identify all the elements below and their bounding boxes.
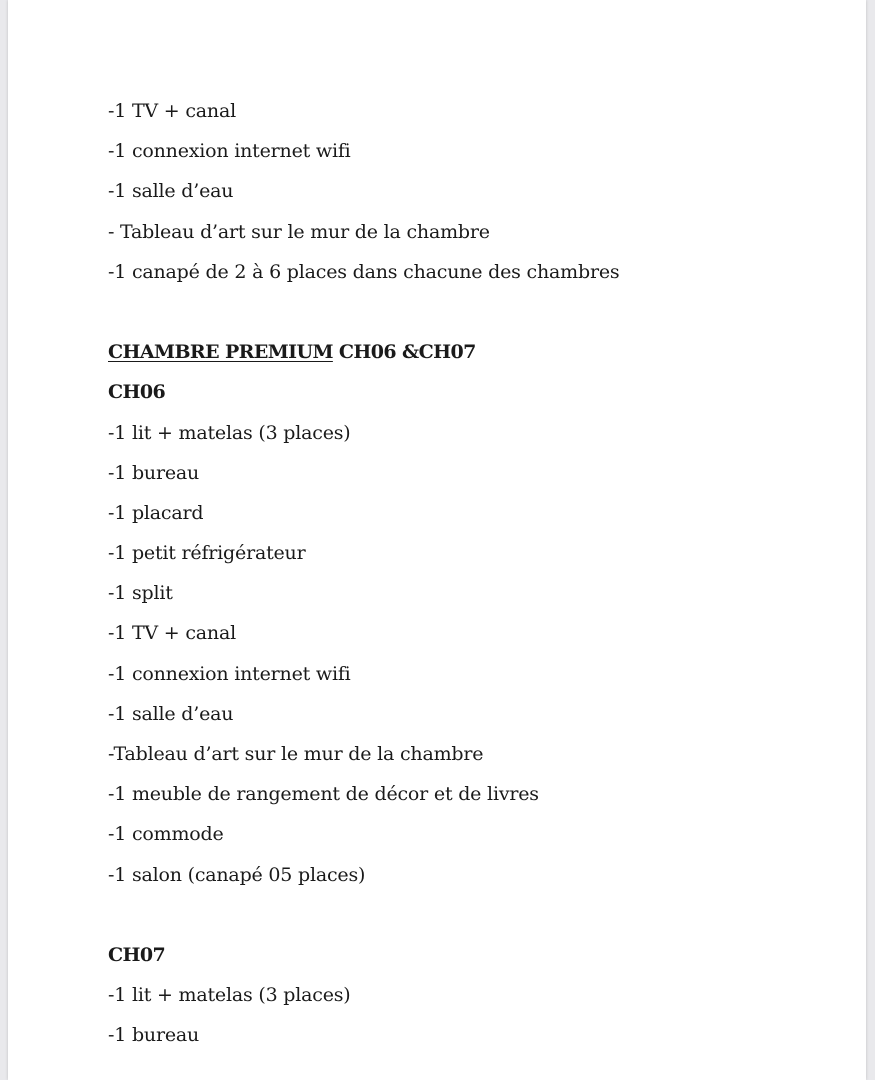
list-item: -1 petit réfrigérateur (108, 542, 306, 565)
room-label-ch06: CH06 (108, 381, 166, 404)
list-item: -1 TV + canal (108, 622, 236, 645)
list-item: -1 connexion internet wifi (108, 662, 351, 685)
document-page (8, 0, 866, 1080)
spacer (108, 297, 808, 337)
list-item: -1 commode (108, 823, 224, 846)
section-title-rest: CH06 &CH07 (332, 341, 476, 364)
list-item: -1 connexion internet wifi (108, 140, 351, 163)
list-item: -1 meuble de rangement de décor et de livres (108, 783, 539, 806)
list-item: -1 salle d’eau (108, 180, 234, 203)
list-item: -1 canapé de 2 à 6 places dans chacune des chambres (108, 260, 620, 283)
list-item: -1 bureau (108, 1024, 200, 1047)
spacer (108, 900, 808, 940)
list-item: - Tableau d’art sur le mur de la chambre (108, 220, 490, 243)
list-item: -Tableau d’art sur le mur de la chambre (108, 743, 484, 765)
list-item: -1 TV + canal (108, 100, 236, 122)
list-item: -1 placard (108, 501, 204, 524)
document-content (108, 96, 808, 1061)
section-title-premium (108, 337, 808, 377)
list-item: -1 split (108, 582, 173, 605)
list-item: -1 bureau (108, 461, 200, 484)
list-item: -1 salon (canapé 05 places) (108, 863, 366, 886)
list-item: -1 salle d’eau (108, 702, 234, 725)
list-item: -1 lit + matelas (3 places) (108, 984, 351, 1007)
section-title-underlined: CHAMBRE PREMIUM (108, 341, 333, 364)
room-label-ch07: CH07 (108, 943, 166, 966)
list-item: -1 lit + matelas (3 places) (108, 421, 351, 444)
